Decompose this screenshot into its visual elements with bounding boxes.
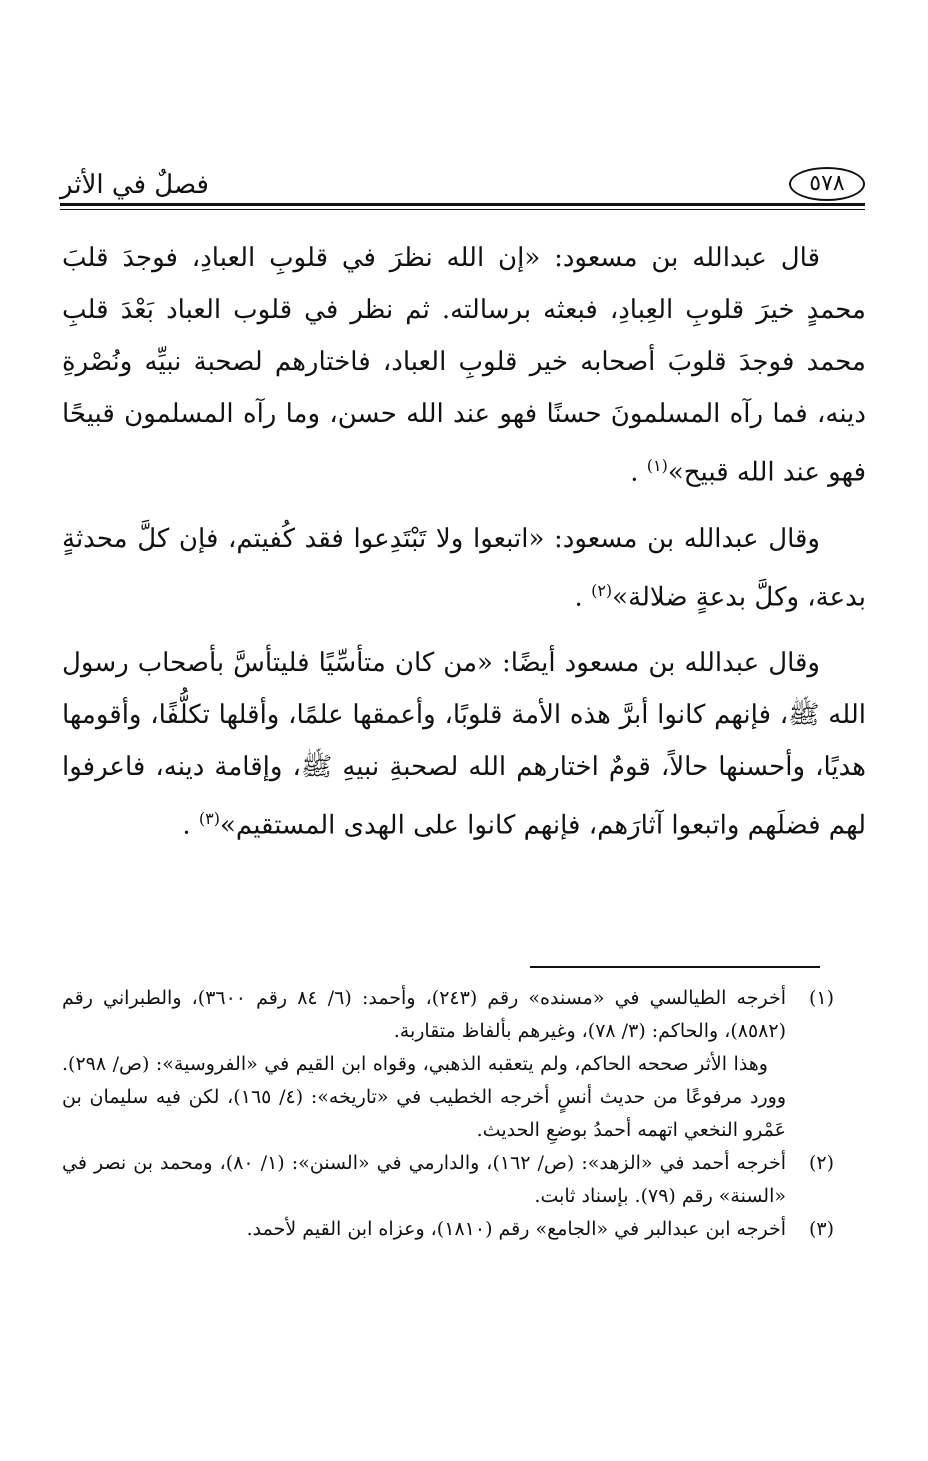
paragraph-text: قال عبدالله بن مسعود: «إن الله نظرَ في قلوبِ العبادِ، فوجدَ قلبَ محمدٍ خيرَ قلوبِ العِبادِ، فبعثه برسالته. ثم نظر في قلوب العباد بَعْدَ قلبِ محمد فوجدَ قلوبَ أصحابه خير قلوبِ العباد، فاختارهم لصحبة نبيِّه ونُصْرةِ دينه، فما رآه المسلمونَ حسنًا فهو عند الله حسن، وما رآه المسلمون قبيحًا فهو عند الله قبيح» [62,243,866,488]
footnote-line: أخرجه الطيالسي في «مسنده» رقم (٢٤٣)، وأحمد: (٦/ ٨٤ رقم ٣٦٠٠)، والطبراني رقم (٨٥٨٢)، والحاكم: (٣/ ٧٨)، وغيرهم بألفاظ متقاربة. [62,987,786,1042]
footnote-marker: (٣) [808,1218,834,1240]
paragraph-end: . [630,457,639,488]
page-header [60,165,865,213]
header-rule-thick [60,203,865,206]
paragraph-end: . [182,810,191,841]
paragraph-text: وقال عبدالله بن مسعود: «اتبعوا ولا تَبْتَدِعوا فقد كُفيتم، فإن كلَّ محدثةٍ بدعة، وكلَّ بدعةٍ ضلالة» [62,523,866,613]
footnote-line: أخرجه أحمد في «الزهد»: (ص/ ١٦٢)، والدارمي في «السنن»: (١/ ٨٠)، ومحمد بن نصر في «السنة» رقم (٧٩). بإسناد ثابت. [62,1152,786,1207]
main-text [62,232,866,866]
footnotes [62,982,834,1246]
paragraph-2 [62,513,866,624]
header-rule-thin [60,209,865,210]
footnote-marker: (٢) [808,1152,834,1174]
page-number-badge: ٥٧٨ [789,167,865,201]
paragraph-end: . [574,582,583,613]
footnote-separator [530,966,820,968]
footnote-ref: (١) [646,456,668,475]
running-title: فصلٌ في الأثر [60,170,209,200]
footnote-marker: (١) [808,987,834,1009]
paragraph-1 [62,232,866,499]
footnote-2 [62,1147,834,1213]
paragraph-3 [62,637,866,852]
footnote-line: وهذا الأثر صححه الحاكم، ولم يتعقبه الذهبي، وقواه ابن القيم في «الفروسية»: (ص/ ٢٩٨). وورد مرفوعًا من حديث أنسٍ أخرجه الخطيب في «تاريخه»: (٤/ ١٦٥)، لكن فيه سليمان بن عَمْرو النخعي اتهمه أحمدُ بوضعِ الحديث. [62,1053,786,1141]
footnote-line: أخرجه ابن عبدالبر في «الجامع» رقم (١٨١٠)، وعزاه ابن القيم لأحمد. [246,1218,786,1240]
footnote-ref: (٣) [198,809,220,829]
footnote-1 [62,982,834,1147]
footnote-3 [62,1213,834,1246]
footnote-ref: (٢) [591,580,613,600]
paragraph-text: وقال عبدالله بن مسعود أيضًا: «من كان متأسِّيًا فليتأسَّ بأصحاب رسول الله ﷺ، فإنهم كانوا أبرَّ هذه الأمة قلوبًا، وأعمقها علمًا، وأقلها تكلُّفًا، وأقومها هديًا، وأحسنها حالاً، قومٌ اختارهم الله لصحبةِ نبيهِ ﷺ، وإقامة دينه، فاعرفوا لهم فضلَهم واتبعوا آثارَهم، فإنهم كانوا على الهدى المستقيم» [62,648,866,841]
